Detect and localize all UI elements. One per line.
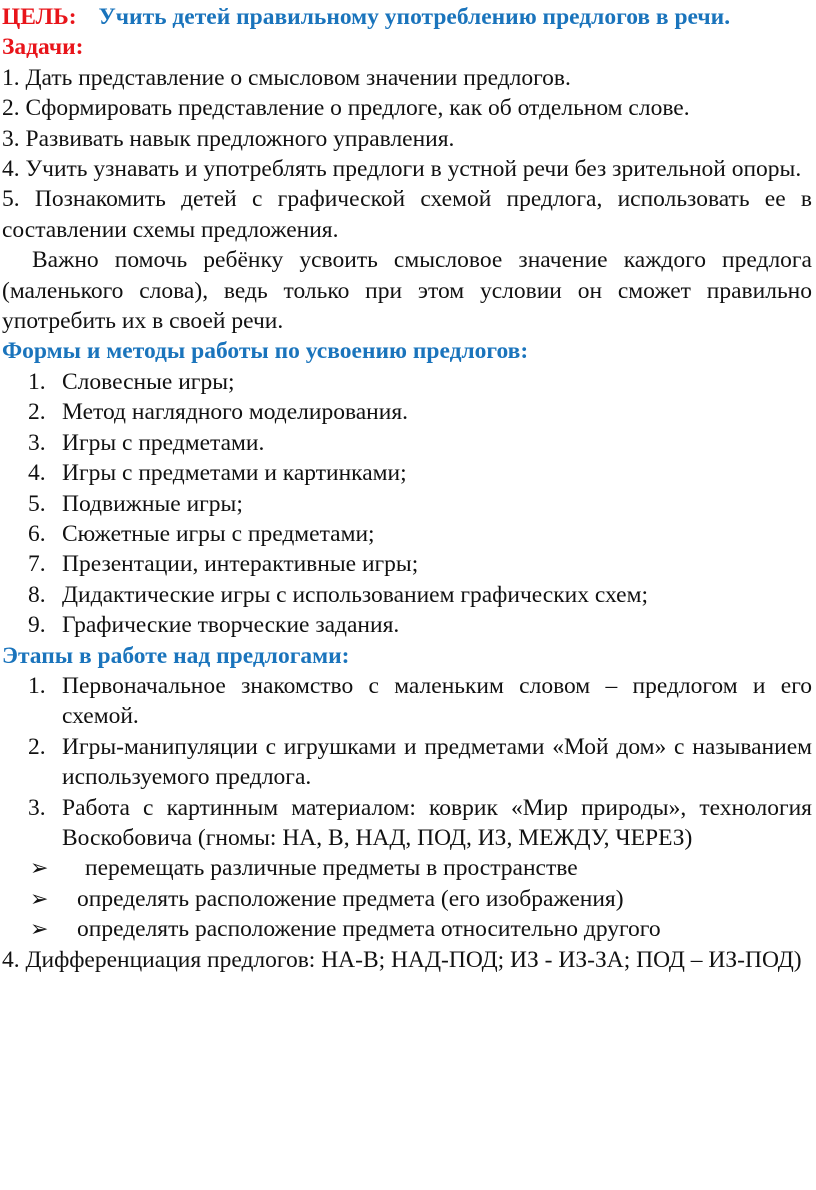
list-item-text: Работа с картинным материалом: коврик «Мир природы», технология Воскобовича (гномы: НА, В, НАД, ПОД, ИЗ, МЕЖДУ, ЧЕРЕЗ) bbox=[62, 794, 812, 851]
sublist-item bbox=[2, 884, 812, 914]
list-number: 4. bbox=[28, 460, 46, 487]
list-item-text: Графические творческие задания. bbox=[62, 612, 400, 639]
list-item-text: Игры-манипуляции с игрушками и предметами «Мой дом» с называнием используемого предлога. bbox=[62, 733, 812, 791]
task-item-3: 3. Развивать навык предложного управления. bbox=[2, 125, 455, 152]
stages-list bbox=[2, 671, 812, 853]
list-number: 1. bbox=[28, 672, 46, 699]
methods-list bbox=[2, 367, 812, 641]
list-item bbox=[2, 489, 812, 519]
stages-heading: Этапы в работе над предлогами: bbox=[2, 642, 350, 669]
stage-item-4: 4. Дифференциация предлогов: НА-В; НАД-ПОД; ИЗ - ИЗ-ЗА; ПОД – ИЗ-ПОД) bbox=[2, 946, 802, 973]
goal-label: ЦЕЛЬ: bbox=[2, 4, 77, 30]
task-item-4: 4. Учить узнавать и употреблять предлоги в устной речи без зрительной опоры. bbox=[2, 156, 802, 183]
tasks-heading: Задачи: bbox=[2, 34, 84, 61]
list-item-text: Метод наглядного моделирования. bbox=[62, 399, 409, 426]
list-item bbox=[2, 580, 812, 610]
list-item bbox=[2, 428, 812, 458]
list-number: 3. bbox=[28, 429, 46, 456]
list-item-text: Игры с предметами и картинками; bbox=[62, 460, 407, 487]
list-item-text: Сюжетные игры с предметами; bbox=[62, 520, 375, 547]
list-item-text: Игры с предметами. bbox=[62, 429, 265, 456]
list-item bbox=[2, 367, 812, 397]
goal-line bbox=[2, 2, 812, 32]
list-item-text: Дидактические игры с использованием графических схем; bbox=[62, 581, 648, 608]
list-number: 3. bbox=[28, 794, 46, 821]
list-item-text: Презентации, интерактивные игры; bbox=[62, 551, 419, 578]
task-item-2: 2. Сформировать представление о предлоге, как об отдельном слове. bbox=[2, 95, 690, 122]
list-item bbox=[2, 732, 812, 793]
list-item bbox=[2, 793, 812, 854]
arrow-bullet-icon: ➢ bbox=[30, 855, 49, 881]
sublist-item-text: определять расположение предмета относительно другого bbox=[77, 916, 661, 943]
list-number: 2. bbox=[28, 399, 46, 426]
goal-text: Учить детей правильному употреблению предлогов в речи. bbox=[98, 4, 731, 30]
list-item-text: Словесные игры; bbox=[62, 368, 235, 395]
sublist-item bbox=[2, 914, 812, 944]
task-item-1: 1. Дать представление о смысловом значении предлогов. bbox=[2, 64, 571, 91]
sublist-item bbox=[2, 853, 812, 883]
arrow-bullet-icon: ➢ bbox=[30, 885, 49, 911]
list-item-text: Подвижные игры; bbox=[62, 490, 243, 517]
task-item-5: 5. Познакомить детей с графической схемой предлога, использовать ее в составлении схемы предложения. bbox=[2, 186, 812, 243]
list-item bbox=[2, 671, 812, 732]
list-item bbox=[2, 397, 812, 427]
intro-paragraph: Важно помочь ребёнку усвоить смысловое значение каждого предлога (маленького слова), ведь только при этом условии он сможет правильно употребить их в своей речи. bbox=[2, 247, 812, 335]
sublist-item-text: определять расположение предмета (его изображения) bbox=[77, 885, 624, 912]
stage-sublist bbox=[2, 853, 812, 944]
list-number: 2. bbox=[28, 733, 46, 760]
list-item bbox=[2, 610, 812, 640]
list-item-text: Первоначальное знакомство с маленьким словом – предлогом и его схемой. bbox=[62, 672, 812, 730]
methods-heading: Формы и методы работы по усвоению предлогов: bbox=[2, 338, 529, 365]
list-number: 1. bbox=[28, 368, 46, 395]
list-item bbox=[2, 549, 812, 579]
list-number: 7. bbox=[28, 551, 46, 578]
list-number: 9. bbox=[28, 612, 46, 639]
list-number: 8. bbox=[28, 581, 46, 608]
list-number: 6. bbox=[28, 520, 46, 547]
list-item bbox=[2, 458, 812, 488]
list-item bbox=[2, 519, 812, 549]
sublist-item-text: перемещать различные предметы в пространстве bbox=[85, 855, 578, 882]
arrow-bullet-icon: ➢ bbox=[30, 916, 49, 942]
document-page bbox=[2, 2, 812, 975]
list-number: 5. bbox=[28, 490, 46, 517]
